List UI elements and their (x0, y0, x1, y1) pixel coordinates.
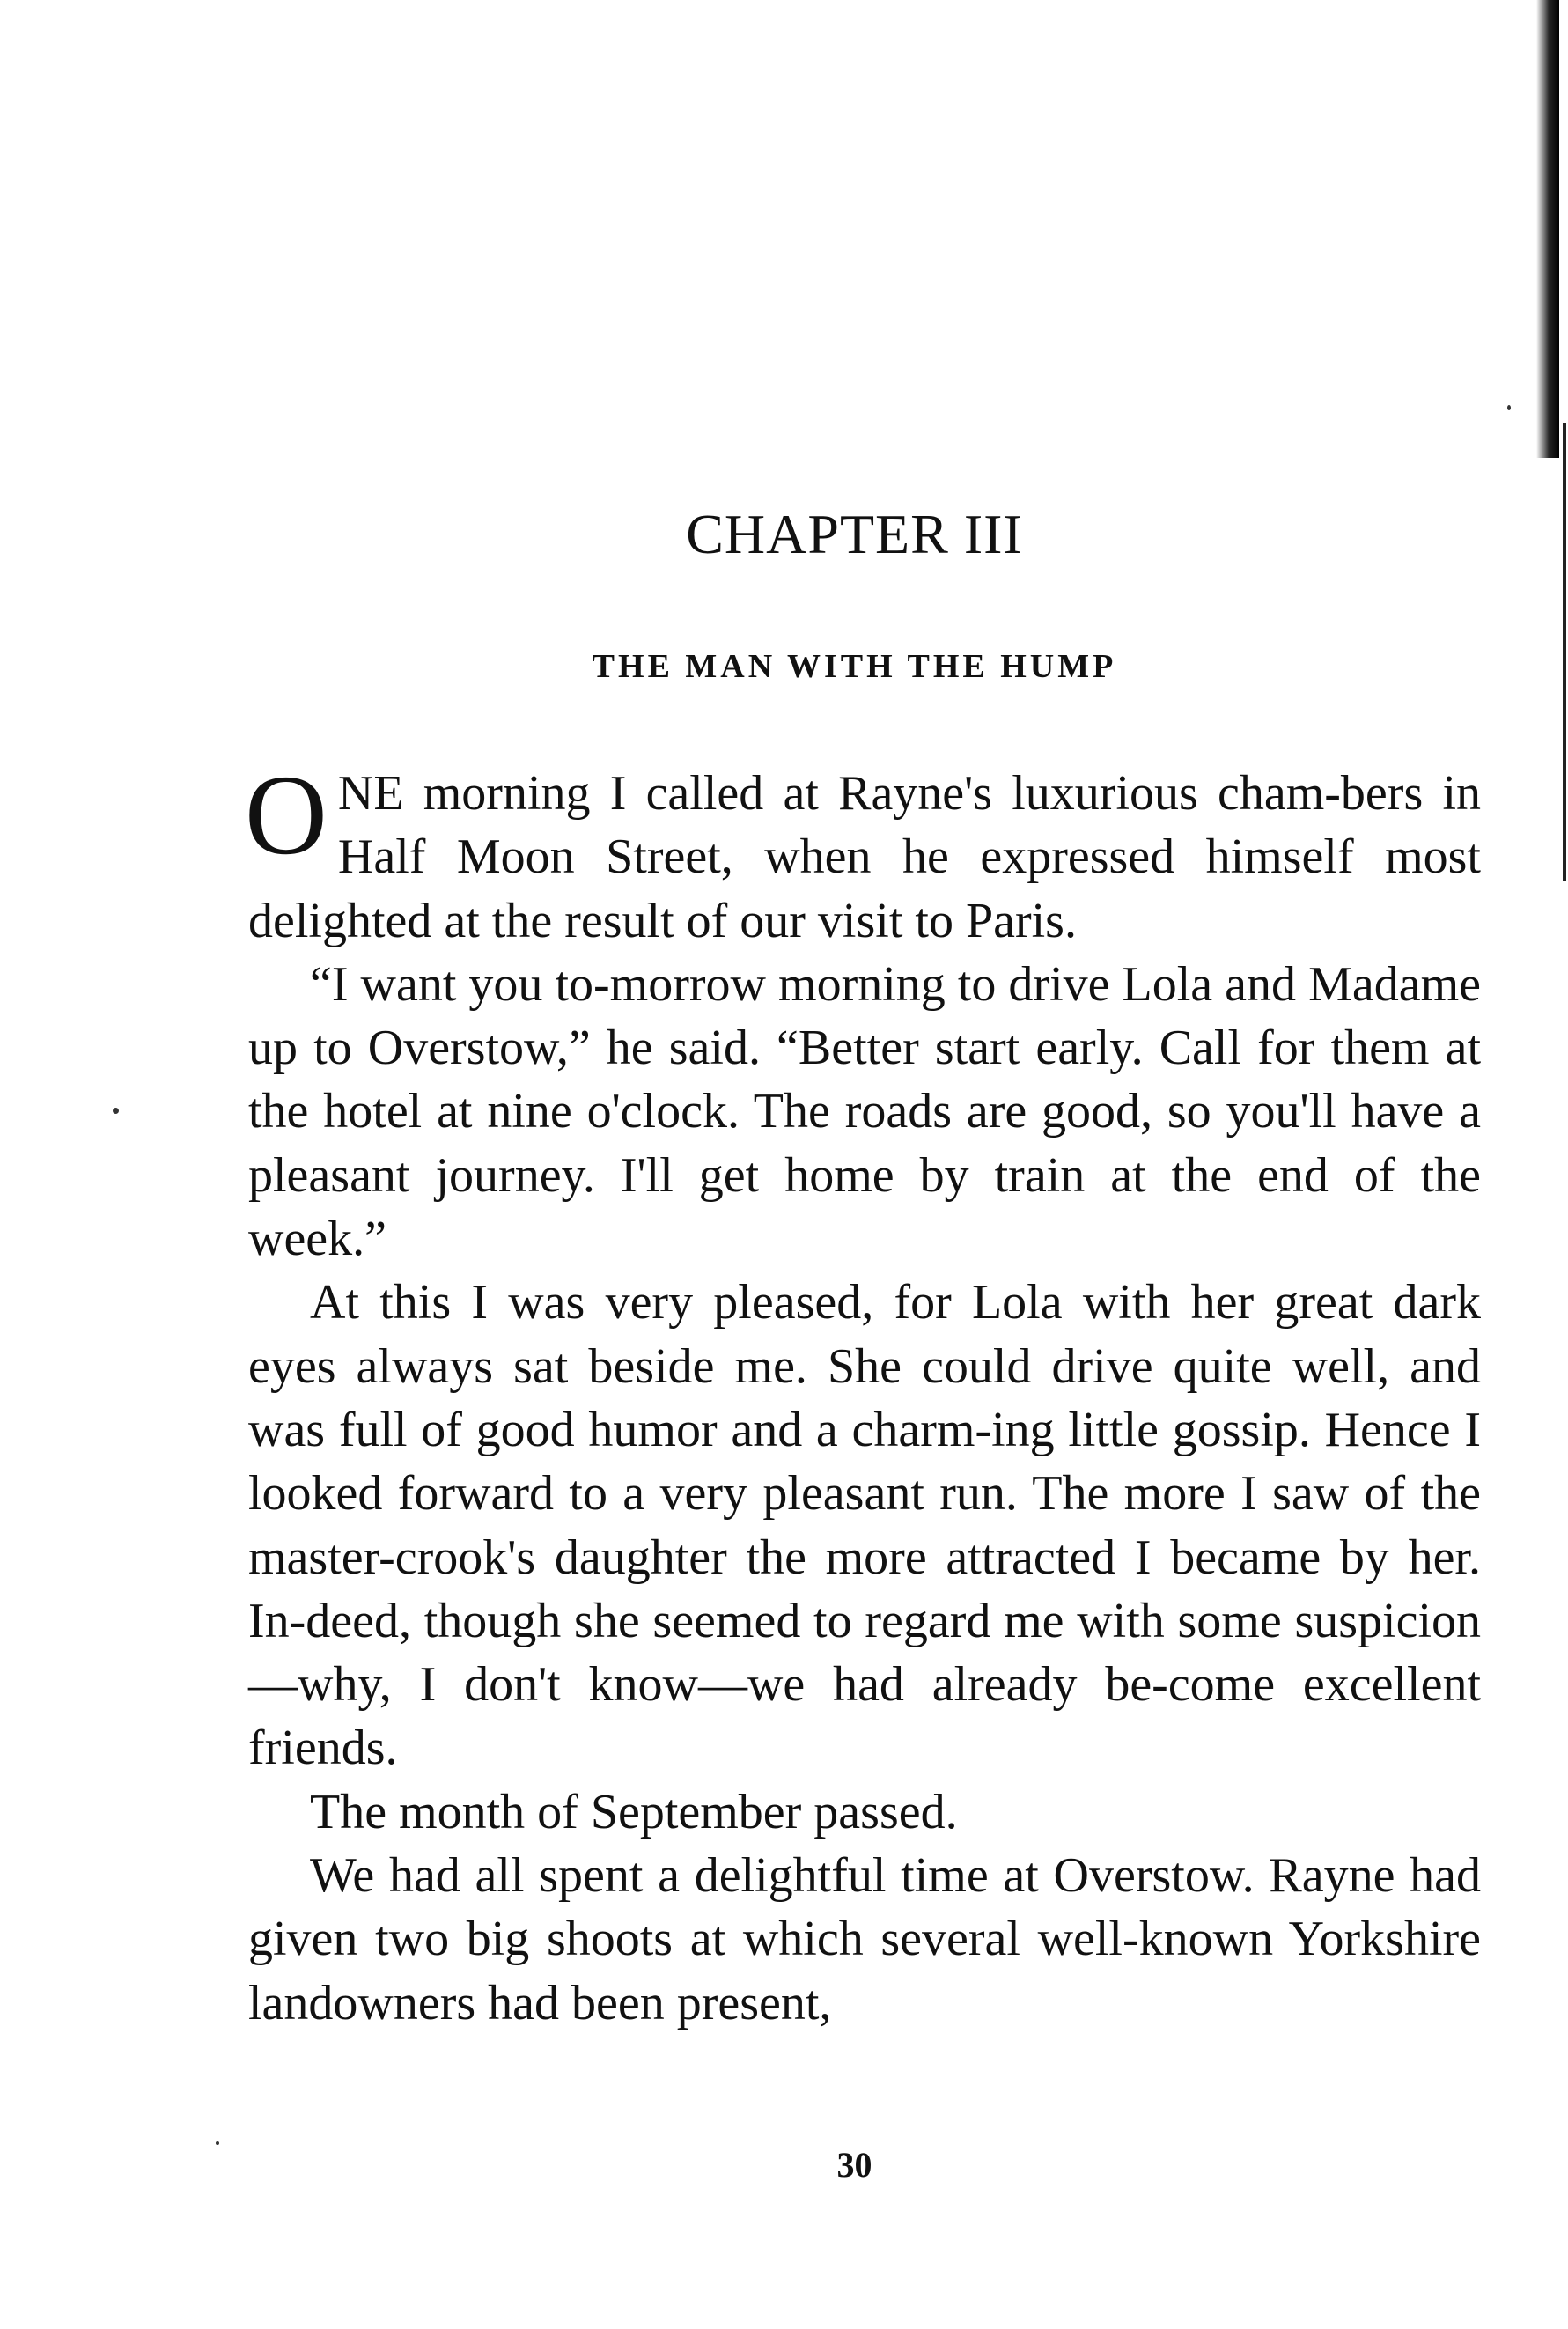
chapter-subtitle: THE MAN WITH THE HUMP (592, 648, 1117, 685)
scan-speck (113, 1108, 119, 1114)
scanned-page-edge (1536, 0, 1559, 458)
paragraph: At this I was very pleased, for Lola with her great dark eyes always sat beside me. She could drive quite well, and was full of good humor and a charm-ing little gossip. Hence I looked forward to a very pleasant run. The more I saw of the master-crook's daughter the more attracted I became by her. In-deed, though she seemed to regard me with some suspicion—why, I don't know—we had already be-come excellent friends. (248, 1275, 1481, 1776)
paragraph: “I want you to-morrow morning to drive Lola and Madame up to Overstow,” he said. “Better start early. Call for them at the hotel at nine o'clock. The roads are good, so you'll have a pleasant journey. I'll get home by train at the end of the week.” (248, 956, 1481, 1267)
paragraph: We had all spent a delightful time at Overstow. Rayne had given two big shoots at which several well-known Yorkshire landowners had been present, (248, 1848, 1481, 2031)
chapter-body (245, 752, 1481, 2035)
chapter-title: CHAPTER III (686, 503, 1023, 565)
page-number: 30 (836, 2145, 872, 2185)
paragraph-text: NE morning I called at Rayne's luxurious cham-bers in Half Moon Street, when he expressed himself most delighted at the result of our visit to Paris. (248, 766, 1481, 948)
scan-speck (1507, 405, 1511, 410)
paragraph: The month of September passed. (310, 1784, 958, 1839)
paragraph (245, 752, 1481, 953)
drop-cap-letter: O (245, 752, 328, 879)
